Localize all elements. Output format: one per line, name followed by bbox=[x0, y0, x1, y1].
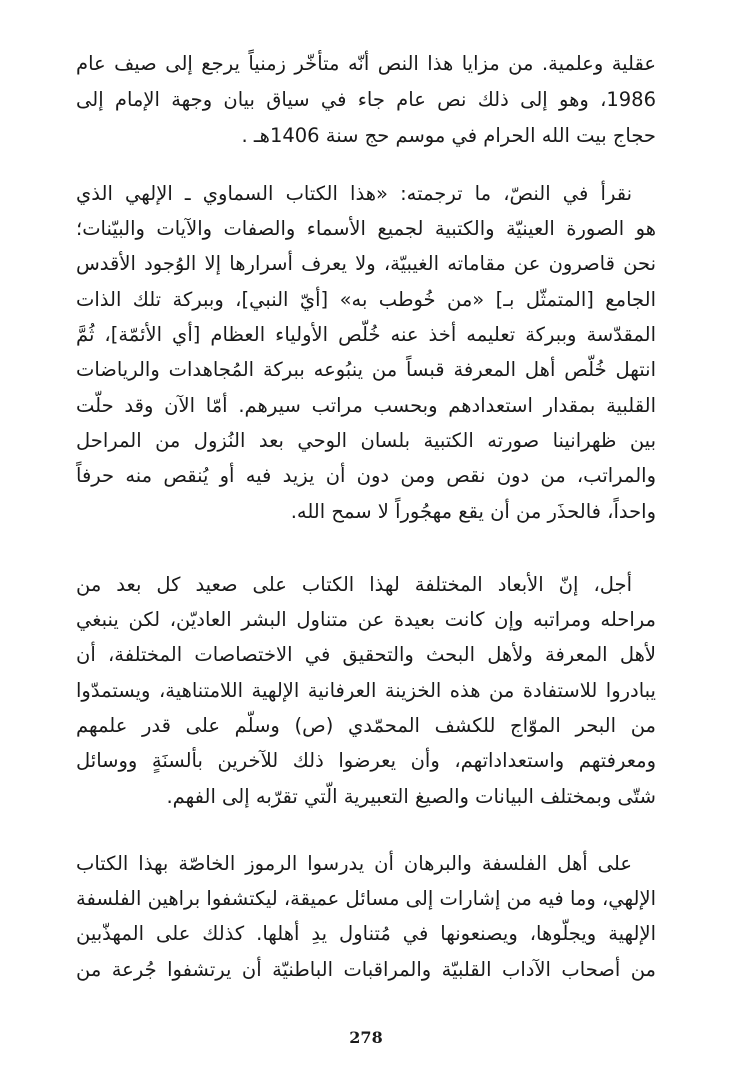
text-line: أجل، إنّ الأبعاد المختلفة لهذا الكتاب على صعيد كل بعد من bbox=[76, 573, 632, 596]
text-line: نقرأ في النصّ، ما ترجمته: «هذا الكتاب السماوي ـ الإلهي الذي bbox=[76, 182, 632, 205]
text-line: على أهل الفلسفة والبرهان أن يدرسوا الرموز الخاصّة بهذا الكتاب bbox=[76, 852, 632, 875]
text-line: حجاج بيت الله الحرام في موسم حج سنة 1406هـ . bbox=[241, 124, 656, 147]
text-line: من البحر الموّاج للكشف المحمّدي (ص) وسلّم على قدر علمهم bbox=[76, 714, 656, 737]
text-line: نحن قاصرون عن مقاماته الغيبيّة، ولا يعرف أسرارها إلا الوُجود الأقدس bbox=[76, 252, 656, 275]
text-line: مراحله ومراتبه وإن كانت بعيدة عن متناول البشر العاديّن، لكن ينبغي bbox=[76, 608, 656, 631]
text-line: القلبية بمقدار استعدادهم وبحسب مراتب سيرهم. أمّا الآن وقد حلّت bbox=[76, 394, 656, 417]
text-line: عقلية وعلمية. من مزايا هذا النص أنّه متأخّر زمنياً يرجع إلى صيف عام bbox=[76, 52, 656, 75]
text-line: بين ظهرانينا صورته الكتبية بلسان الوحي بعد النُزول من المراحل bbox=[76, 429, 656, 452]
text-line: شتّى وبمختلف البيانات والصيغ التعبيرية الّتي تقرّبه إلى الفهم. bbox=[166, 785, 656, 808]
text-line: هو الصورة العينيّة والكتبية لجميع الأسماء والصفات والآيات والبيّنات؛ bbox=[76, 217, 656, 240]
page-number: 278 bbox=[349, 1028, 383, 1047]
text-line: المقدّسة وببركة تعليمه أخذ عنه خُلّص الأولياء العظام [أي الأئمّة]، ثُمَّ bbox=[76, 323, 656, 346]
text-line: واحداً، فالحذَر من أن يقع مهجُوراً لا سمح الله. bbox=[290, 500, 656, 523]
text-line: انتهل خُلّص أهل المعرفة قبساً من ينبُوعه ببركة المُجاهدات والرياضات bbox=[76, 358, 656, 381]
text-line: والمراتب، من دون نقص ومن دون أن يزيد فيه أو يُنقص منه حرفاً bbox=[76, 464, 656, 487]
text-line: الجامع [المتمثّل بـ] «من خُوطب به» [أيّ النبي]، وببركة تلك الذات bbox=[76, 288, 656, 311]
text-line: الإلهي، وما فيه من إشارات إلى مسائل عميقة، ليكتشفوا براهين الفلسفة bbox=[76, 887, 656, 910]
text-line: 1986، وهو إلى ذلك نص عام جاء في سياق بيان وجهة الإمام إلى bbox=[76, 88, 656, 111]
text-line: من أصحاب الآداب القلبيّة والمراقبات الباطنيّة أن يرتشفوا جُرعة من bbox=[76, 958, 656, 981]
text-line: لأهل المعرفة ولأهل البحث والتحقيق في الاختصاصات المختلفة، أن bbox=[76, 643, 656, 666]
text-line: ومعرفتهم واستعداداتهم، وأن يعرضوا ذلك للآخرين بألسنَةٍ ووسائل bbox=[76, 749, 656, 772]
text-line: يبادروا للاستفادة من هذه الخزينة العرفانية الإلهية اللامتناهية، ويستمدّوا bbox=[76, 679, 656, 702]
text-line: الإلهية ويجلّوها، ويصنعونها في مُتناول يدِ أهلها. كذلك على المهذّبين bbox=[76, 922, 656, 945]
